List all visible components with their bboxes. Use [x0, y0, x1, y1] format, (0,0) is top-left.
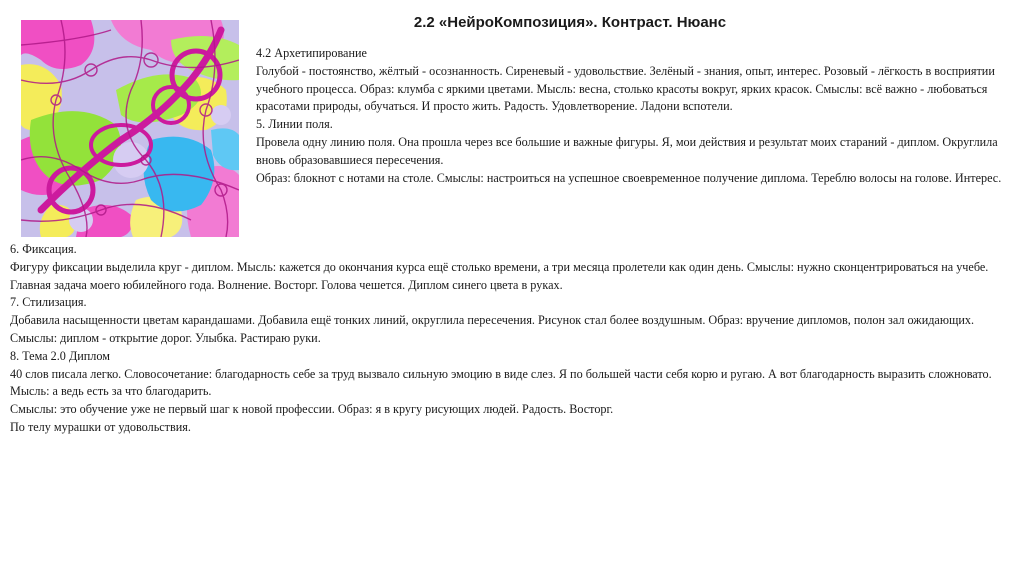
paragraph: Образ: блокнот с нотами на столе. Смыслы: настроиться на успешное своевременное получение диплома. Тереблю волосы на голове. Интерес.	[256, 170, 1002, 185]
paragraph: 40 слов писала легко. Словосочетание: благодарность себе за труд вызвало сильную эмоцию в виде слез. Я по большей части себя корю и ругаю. А вот благодарность выразить сложновато. Мысль: а ведь есть за что благодарить.	[10, 366, 992, 399]
section-heading: 4.2 Архетипирование	[256, 46, 367, 60]
section-heading: 7. Стилизация.	[10, 295, 87, 310]
paragraph: Смыслы: это обучение уже не первый шаг к новой профессии. Образ: я в кругу рисующих людей. Радость. Восторг.	[10, 402, 614, 417]
paragraph: Фигуру фиксации выделила круг - диплом. Мысль: кажется до окончания курса ещё столько времени, а три месяца пролетели как один день. Смыслы: нужно сконцентрироваться на учебе. Главная задача моего юбилейного года. Волнение. Восторг. Голова чешется. Диплом синего цвета в руках.	[10, 259, 989, 292]
lower-text-block	[10, 241, 1010, 437]
paragraph: Голубой - постоянство, жёлтый - осознанность. Сиреневый - удовольствие. Зелёный - знания, опыт, интерес. Розовый - лёгкость в восприятии учебного процесса. Образ: клумба с яркими цветами. Мысль: весна, столько красоты вокруг, ярких красок. Смыслы: всё важно - любоваться красотами природы, обучаться. И просто жить. Радость. Удовлетворение. Ладони вспотели.	[256, 63, 995, 114]
paragraph: Провела одну линию поля. Она прошла через все большие и важные фигуры. Я, мои действия и результат моих стараний - диплом. Округлила вновь образовавшиеся пересечения.	[256, 134, 998, 167]
paragraph: Добавила насыщенности цветам карандашами. Добавила ещё тонких линий, округлила пересечения. Рисунок стал более воздушным. Образ: вручение дипломов, полон зал ожидающих. Смыслы: диплом - открытие дорог. Улыбка. Растираю руки.	[10, 313, 974, 345]
neurographic-artwork	[21, 20, 239, 237]
section-heading: 6. Фиксация.	[10, 242, 77, 256]
paragraph: По телу мурашки от удовольствия.	[10, 419, 191, 434]
section-heading: 5. Линии поля.	[256, 117, 333, 132]
section-heading: 8. Тема 2.0 Диплом	[10, 348, 110, 363]
slide-title: 2.2 «НейроКомпозиция». Контраст. Нюанс	[413, 14, 727, 31]
upper-text-block	[256, 45, 1016, 187]
lilac-cell	[211, 105, 231, 125]
